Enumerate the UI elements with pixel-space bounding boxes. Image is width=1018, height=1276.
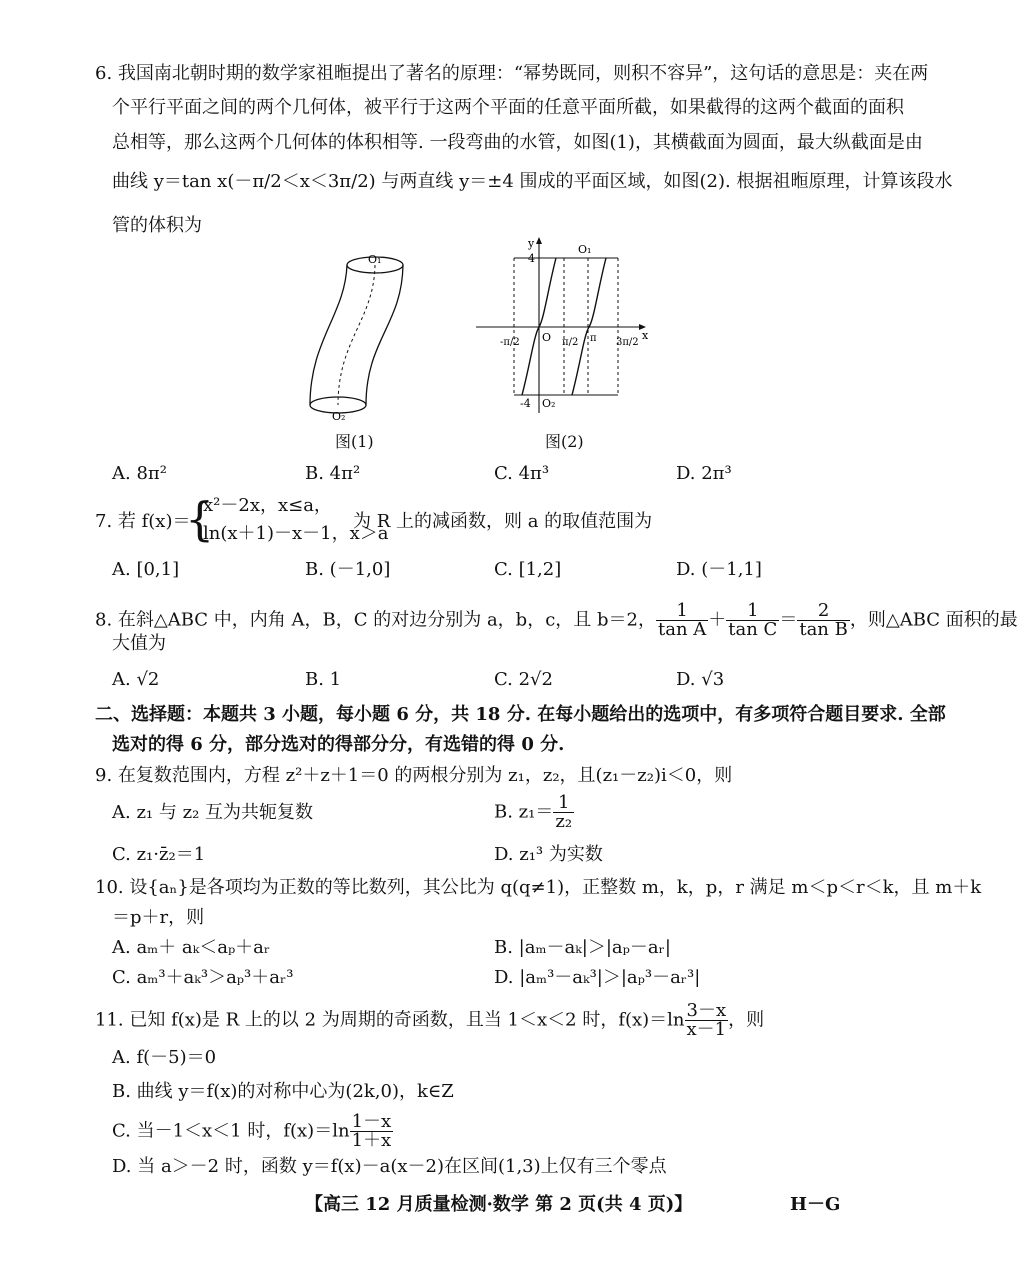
- q10-line2: ＝p＋r，则: [112, 907, 205, 928]
- paper-code: H－G: [790, 1194, 841, 1215]
- q9-option-c: C. z₁·z̄₂＝1: [112, 844, 206, 865]
- q7-case1: x²－2x，x≤a，: [203, 495, 332, 516]
- q11-stem-frac: [685, 1002, 729, 1039]
- q6-line5: 管的体积为: [112, 215, 202, 236]
- tick-neg-half-pi: -π/2: [500, 337, 520, 348]
- q11-option-c-frac: [350, 1113, 394, 1150]
- q10-option-a: A. aₘ＋ aₖ＜aₚ＋aᵣ: [112, 937, 271, 958]
- q7-case2: ln(x＋1)－x－1，x＞a: [203, 523, 389, 544]
- label-yneg4: -4: [520, 397, 531, 410]
- q7-option-b: B. (－1,0]: [305, 559, 391, 580]
- q8-frac-a: [656, 602, 708, 639]
- axis-label-y: y: [528, 237, 535, 250]
- q6-line2: 个平行平面之间的两个几何体，被平行于这两个平面的任意平面所截，如果截得的这两个截面的面积: [112, 97, 904, 118]
- y-axis-arrow: [536, 237, 542, 244]
- q11-option-c-num: 1－x: [351, 1111, 392, 1132]
- tick-pi: π: [590, 333, 597, 344]
- q8-frac-b-den: tan B: [799, 619, 848, 640]
- q11-option-b: B. 曲线 y＝f(x)的对称中心为(2k,0)，k∈Z: [112, 1081, 454, 1102]
- q8-frac-a-num: 1: [656, 602, 708, 621]
- q11-stem-text: 11. 已知 f(x)是 R 上的以 2 为周期的奇函数，且当 1＜x＜2 时，f(x)＝ln: [95, 1009, 685, 1031]
- q11-option-d: D. 当 a＞－2 时，函数 y＝f(x)－a(x－2)在区间(1,3)上仅有三个零点: [112, 1156, 667, 1177]
- tick-half-pi: π/2: [562, 337, 579, 348]
- q6-option-c: C. 4π³: [494, 463, 550, 484]
- q9-option-b-frac: [553, 794, 574, 831]
- q7-suffix: 为 R 上的减函数，则 a 的取值范围为: [353, 511, 653, 532]
- q8-option-b: B. 1: [305, 669, 342, 690]
- q11-stem: [95, 1002, 764, 1039]
- figure-2-caption: 图(2): [545, 432, 584, 451]
- q7-option-d: D. (－1,1]: [676, 559, 762, 580]
- q11-option-c: [112, 1113, 393, 1150]
- q9-option-b: [494, 794, 574, 831]
- section2-line2: 选对的得 6 分，部分选对的得部分分，有选错的得 0 分.: [112, 734, 565, 755]
- q11-option-a: A. f(－5)＝0: [112, 1047, 217, 1068]
- figure-2-graph: [470, 235, 655, 420]
- q6-option-b: B. 4π²: [305, 463, 361, 484]
- pipe-left-edge: [310, 265, 347, 405]
- q8-text-b: ，则△ABC 面积的最: [849, 609, 1018, 631]
- q11-option-c-den: 1＋x: [351, 1130, 392, 1151]
- q6-option-d: D. 2π³: [676, 463, 732, 484]
- q9-option-d: D. z₁³ 为实数: [494, 844, 603, 865]
- section2-line1: 二、选择题：本题共 3 小题，每小题 6 分，共 18 分. 在每小题给出的选项中，有多项符合题目要求. 全部: [95, 704, 946, 725]
- label-o2: O₂: [542, 397, 556, 410]
- q6-line4: 曲线 y＝tan x(－π/2＜x＜3π/2) 与两直线 y＝±4 围成的平面区域，如图(2). 根据祖暅原理，计算该段水: [112, 171, 953, 192]
- q9-option-b-den: z₂: [555, 811, 573, 832]
- q10-line1: 10. 设{aₙ}是各项均为正数的等比数列，其公比为 q(q≠1)，正整数 m，k，p，r 满足 m＜p＜r＜k，且 m＋k: [95, 877, 982, 898]
- pipe-right-edge: [366, 265, 403, 405]
- q6-option-a: A. 8π²: [112, 463, 167, 484]
- pipe-label-o1: O₁: [368, 253, 382, 266]
- q7-brace: {: [185, 492, 215, 546]
- q8-frac-c: [726, 602, 779, 639]
- q6-line1: 6. 我国南北朝时期的数学家祖暅提出了著名的原理：“幂势既同，则积不容异”，这句话的意思是：夹在两: [95, 63, 929, 84]
- pipe-label-o2: O₂: [332, 410, 346, 423]
- q11-stem-den: x－1: [686, 1019, 727, 1040]
- origin-label: O: [542, 331, 552, 344]
- q7-option-c: C. [1,2]: [494, 559, 562, 580]
- q10-option-d: D. |aₘ³－aₖ³|＞|aₚ³－aᵣ³|: [494, 967, 701, 988]
- q8-frac-c-den: tan C: [728, 619, 778, 640]
- q8-text-a: 8. 在斜△ABC 中，内角 A，B，C 的对边分别为 a，b，c，且 b＝2，: [95, 609, 656, 631]
- q11-option-c-text: C. 当－1＜x＜1 时，f(x)＝ln: [112, 1120, 350, 1142]
- q9-option-b-text: B. z₁＝: [494, 801, 554, 823]
- q11-stem-post: ，则: [728, 1009, 765, 1031]
- q8-line1: 8. 在斜△ABC 中，内角 A，B，C 的对边分别为 a，b，c，且 b＝2， $\frac{1}{\text{tan A}}$ ＋ $\frac{1}{\text{tan C}}$ ＝ $\frac{2}{\text{tan B}}$ ，则△ABC 面积的最: [95, 600, 1018, 640]
- figure-1-caption: 图(1): [335, 432, 374, 451]
- q9-option-a: A. z₁ 与 z₂ 互为共轭复数: [112, 802, 314, 823]
- q6-line3: 总相等，那么这两个几何体的体积相等. 一段弯曲的水管，如图(1)，其横截面为圆面，最大纵截面是由: [112, 132, 923, 153]
- q7-option-a: A. [0,1]: [112, 559, 180, 580]
- label-y4: 4: [528, 252, 535, 265]
- q11-stem-num: 3－x: [686, 1000, 727, 1021]
- page-footer: 【高三 12 月质量检测·数学 第 2 页(共 4 页)】: [305, 1194, 693, 1215]
- axis-label-x: x: [642, 329, 649, 342]
- q8-frac-a-den: tan A: [658, 619, 707, 640]
- q10-option-b: B. |aₘ－aₖ|＞|aₚ－aᵣ|: [494, 937, 671, 958]
- q8-option-a: A. √2: [112, 669, 160, 690]
- q9-option-b-num: 1: [553, 794, 574, 813]
- tick-three-half-pi: 3π/2: [616, 337, 639, 348]
- q8-option-d: D. √3: [676, 669, 725, 690]
- q8-frac-b: [797, 602, 850, 639]
- q7-prefix: 7. 若 f(x)＝: [95, 511, 191, 532]
- q8-frac-b-num: 2: [797, 602, 850, 621]
- q8-frac-c-num: 1: [726, 602, 779, 621]
- q8-line2: 大值为: [112, 633, 166, 654]
- q10-option-c: C. aₘ³＋aₖ³＞aₚ³＋aᵣ³: [112, 967, 294, 988]
- label-o1: O₁: [578, 243, 592, 256]
- q8-option-c: C. 2√2: [494, 669, 553, 690]
- figure-1-pipe: [290, 245, 430, 425]
- q9-stem: 9. 在复数范围内，方程 z²＋z＋1＝0 的两根分别为 z₁，z₂，且(z₁－z₂)i＜0，则: [95, 765, 733, 786]
